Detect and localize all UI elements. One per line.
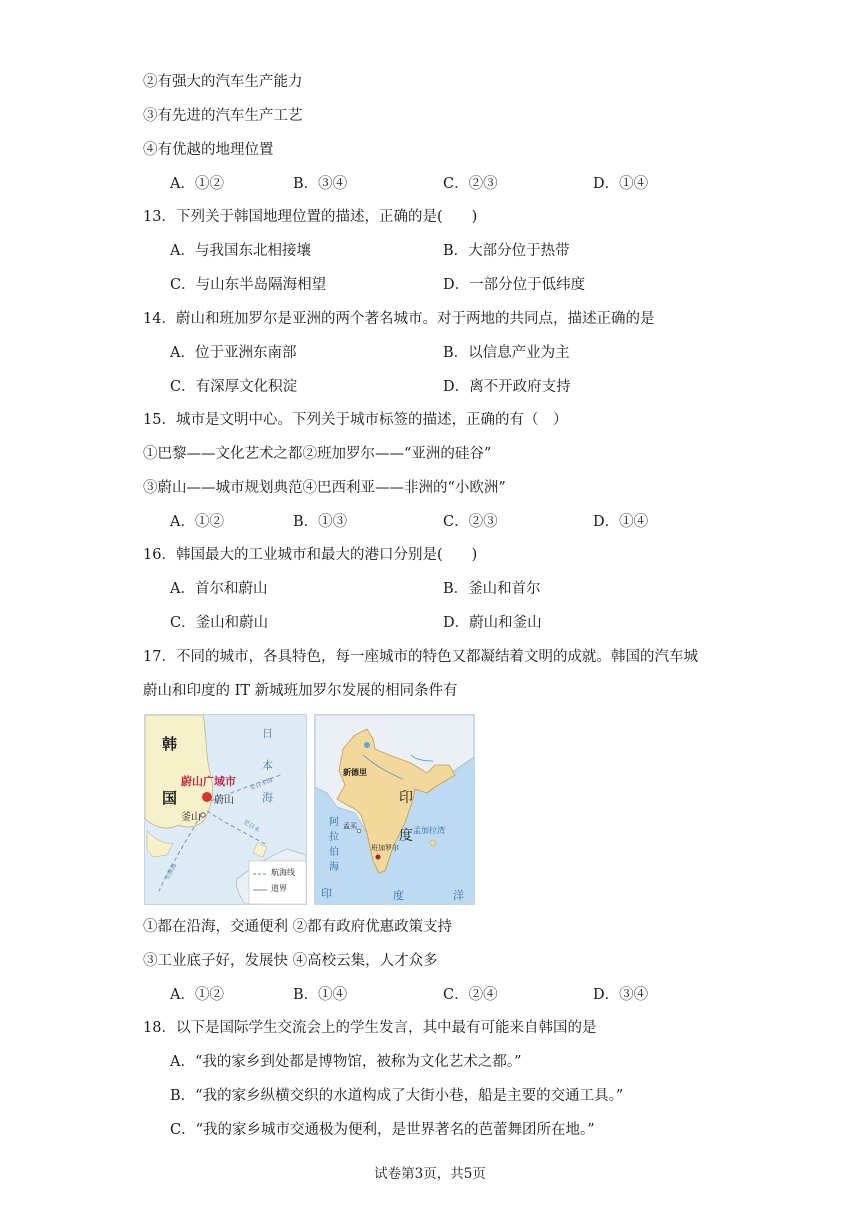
label-route-japan-sea: 至日本海 bbox=[248, 776, 274, 793]
q16-option-c: C．釜山和蔚山 bbox=[170, 615, 269, 631]
q12-option-d: D．①④ bbox=[593, 176, 649, 192]
q15-item-line-2: ③蔚山——城市规划典范④巴西利亚——非洲的“小欧洲” bbox=[143, 480, 506, 496]
legend-route: 航海线 bbox=[271, 868, 295, 877]
q16-option-b: B．釜山和首尔 bbox=[443, 581, 541, 597]
q15-item-line-1: ①巴黎——文化艺术之都②班加罗尔——“亚洲的硅谷” bbox=[143, 446, 492, 462]
label-sea-2: 本 bbox=[262, 759, 273, 772]
q16-option-a: A．首尔和蔚山 bbox=[170, 581, 268, 597]
q15-stem: 15．城市是文明中心。下列关于城市标签的描述，正确的有（ ） bbox=[143, 412, 568, 428]
label-mumbai: 孟买 bbox=[343, 822, 357, 830]
q15-option-b: B．①③ bbox=[293, 514, 348, 530]
q17-stem-line-1: 17．不同的城市，各具特色，每一座城市的特色又都凝结着文明的成就。韩国的汽车城 bbox=[143, 649, 698, 665]
q18-option-c: C．“我的家乡城市交通极为便利，是世界著名的芭蕾舞团所在地。” bbox=[170, 1122, 595, 1138]
q17-option-a: A．①② bbox=[170, 987, 224, 1003]
q15-option-a: A．①② bbox=[170, 514, 224, 530]
label-korea-2: 国 bbox=[162, 789, 178, 807]
label-ocean-2: 度 bbox=[393, 889, 404, 902]
q14-option-c: C．有深厚文化积淀 bbox=[170, 379, 298, 395]
label-bangalore: 班加罗尔 bbox=[371, 844, 399, 852]
statement-3: ③有先进的汽车生产工艺 bbox=[143, 108, 303, 124]
q17-stem-line-2: 蔚山和印度的 IT 新城班加罗尔发展的相同条件有 bbox=[143, 683, 458, 699]
map-india-bangalore bbox=[314, 714, 475, 905]
label-korea-1: 韩 bbox=[162, 735, 178, 753]
label-arabian-2: 拉 bbox=[329, 832, 339, 843]
q15-option-c: C．②③ bbox=[443, 514, 498, 530]
q13-option-a: A．与我国东北相接壤 bbox=[170, 243, 311, 259]
q16-stem: 16．韩国最大的工业城市和最大的港口分别是( ) bbox=[143, 547, 478, 563]
q12-option-b: B．③④ bbox=[293, 176, 348, 192]
label-route-yellow-sea: 至黄海 bbox=[163, 862, 179, 882]
q15-option-d: D．①④ bbox=[593, 514, 649, 530]
india-map-graphic bbox=[315, 715, 474, 904]
q14-stem: 14．蔚山和班加罗尔是亚洲的两个著名城市。对于两地的共同点，描述正确的是 bbox=[143, 311, 655, 327]
legend-border: 道界 bbox=[271, 884, 287, 893]
q18-stem: 18．以下是国际学生交流会上的学生发言，其中最有可能来自韩国的是 bbox=[143, 1020, 597, 1036]
page-footer: 试卷第3页，共5页 bbox=[374, 1166, 486, 1182]
statement-2: ②有强大的汽车生产能力 bbox=[143, 74, 303, 90]
q17-option-b: B．①④ bbox=[293, 987, 348, 1003]
q14-option-b: B．以信息产业为主 bbox=[443, 345, 570, 361]
label-india-2: 度 bbox=[399, 828, 413, 844]
q17-item-line-1: ①都在沿海，交通便利 ②都有政府优惠政策支持 bbox=[143, 919, 453, 935]
statement-4: ④有优越的地理位置 bbox=[143, 142, 274, 158]
q13-option-d: D．一部分位于低纬度 bbox=[443, 277, 586, 293]
q13-stem: 13．下列关于韩国地理位置的描述，正确的是( ) bbox=[143, 209, 478, 225]
label-india-1: 印 bbox=[399, 790, 413, 806]
label-sea-3: 海 bbox=[262, 791, 273, 804]
q17-item-line-2: ③工业底子好，发展快 ④高校云集，人才众多 bbox=[143, 953, 438, 969]
label-arabian-1: 阿 bbox=[329, 817, 339, 828]
label-ocean-1: 印 bbox=[321, 887, 332, 900]
label-sea-1: 日 bbox=[262, 727, 273, 740]
label-ulsan: 蔚山 bbox=[214, 795, 234, 806]
label-new-delhi: 新德里 bbox=[343, 767, 367, 777]
label-bay-of-bengal: 孟加拉湾 bbox=[413, 826, 445, 835]
q13-option-b: B．大部分位于热带 bbox=[443, 243, 570, 259]
q18-option-a: A．“我的家乡到处都是博物馆，被称为文化艺术之都。” bbox=[170, 1054, 522, 1070]
label-arabian-3: 伯 bbox=[329, 847, 339, 858]
label-route-japan: 至日本 bbox=[241, 818, 261, 835]
q14-option-d: D．离不开政府支持 bbox=[443, 379, 571, 395]
map-korea-ulsan bbox=[144, 714, 307, 905]
q17-option-c: C．②④ bbox=[443, 987, 498, 1003]
q12-option-a: A．①② bbox=[170, 176, 224, 192]
label-ocean-3: 洋 bbox=[453, 889, 464, 902]
q13-option-c: C．与山东半岛隔海相望 bbox=[170, 277, 327, 293]
q14-option-a: A．位于亚洲东南部 bbox=[170, 345, 297, 361]
q18-option-b: B．“我的家乡纵横交织的水道构成了大街小巷，船是主要的交通工具。” bbox=[170, 1088, 624, 1104]
label-arabian-4: 海 bbox=[329, 862, 339, 873]
q16-option-d: D．蔚山和釜山 bbox=[443, 615, 542, 631]
label-busan: 釜山 bbox=[181, 812, 201, 823]
label-ulsan-metro: 蔚山广域市 bbox=[181, 775, 236, 788]
q17-option-d: D．③④ bbox=[593, 987, 649, 1003]
q12-option-c: C．②③ bbox=[443, 176, 498, 192]
